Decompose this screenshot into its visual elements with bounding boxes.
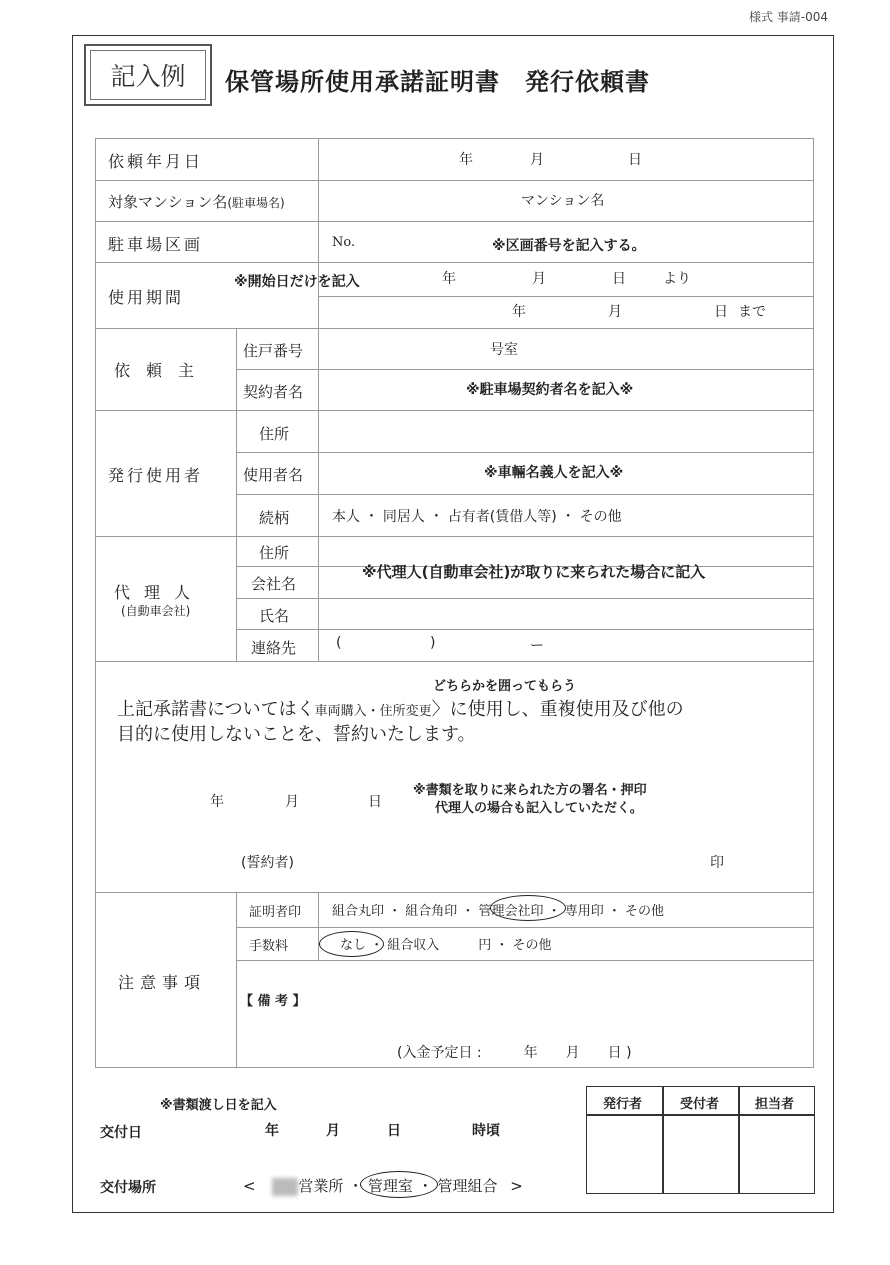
agent-contact-open: ( — [336, 635, 342, 651]
pledge-options: 車両購入・住所変更 — [314, 704, 432, 719]
pledger-label: (誓約者) — [241, 855, 294, 871]
period-start-day: 日 — [612, 271, 626, 287]
period-from: より — [663, 271, 691, 287]
period-start-year: 年 — [442, 271, 456, 287]
sign-note-2: 代理人の場合も記入していただく。 — [435, 801, 643, 816]
agent-company-label: 会社名 — [251, 575, 297, 593]
page-title: 保管場所使用承諾証明書 発行依頼書 — [225, 68, 650, 96]
unit-number-label: 住戸番号 — [243, 342, 304, 360]
relation-value: 本人 ・ 同居人 ・ 占有者(賃借人等) ・ その他 — [332, 509, 622, 525]
delivery-date-label: 交付日 — [100, 1125, 142, 1141]
agent-note: ※代理人(自動車会社)が取りに来られた場合に記入 — [362, 563, 706, 581]
agent-contact-close: ) — [430, 635, 436, 651]
agent-label: 代理人 — [114, 583, 205, 602]
delivery-note: ※書類渡し日を記入 — [160, 1098, 277, 1113]
requester-label: 依頼主 — [114, 361, 211, 380]
stamp-person-in-charge: 担当者 — [755, 1097, 795, 1112]
pledge-line-2: 目的に使用しないことを、誓約いたします。 — [117, 724, 476, 745]
notes-label: 注意事項 — [118, 973, 207, 992]
stamp-receiver: 受付者 — [680, 1097, 720, 1112]
delivery-place-close: > — [510, 1177, 523, 1195]
pledge-line-1-a: 上記承諾書についてはく — [117, 699, 315, 720]
delivery-day: 日 — [387, 1123, 401, 1139]
period-label: 使用期間 — [108, 288, 185, 307]
place-selected-circle — [360, 1171, 438, 1198]
period-until: まで — [738, 304, 766, 320]
circle-note: どちらかを囲ってもらう — [433, 679, 577, 694]
example-badge — [84, 44, 212, 106]
mansion-value: マンション名 — [521, 193, 605, 209]
delivery-place-open: < — [243, 1177, 256, 1195]
relation-label: 続柄 — [259, 509, 290, 527]
delivery-place-label: 交付場所 — [100, 1180, 156, 1196]
redacted-office-name — [272, 1178, 298, 1196]
request-date-label: 依頼年月日 — [108, 152, 204, 171]
agent-contact-dash: ー — [530, 638, 544, 654]
period-start-month: 月 — [532, 271, 546, 287]
mansion-label — [108, 191, 285, 212]
mansion-label-small: (駐車場名) — [227, 196, 285, 210]
user-name-note: ※車輛名義人を記入※ — [484, 465, 624, 481]
pledge-line-1 — [117, 695, 684, 721]
agent-name-label: 氏名 — [259, 607, 290, 625]
agent-label-small: (自動車会社) — [121, 604, 191, 618]
contractor-note: ※駐車場契約者名を記入※ — [466, 382, 634, 398]
stamp-issuer: 発行者 — [603, 1097, 643, 1112]
remarks-label: 【 備 考 】 — [240, 994, 306, 1009]
pledge-line-1-b: 〉に使用し、重複使用及び他の — [431, 699, 684, 720]
parking-note: ※区画番号を記入する。 — [492, 238, 646, 254]
cert-value: 組合丸印 ・ 組合角印 ・ 管理会社印 ・ 専用印 ・ その他 — [332, 904, 665, 919]
request-date-month: 月 — [530, 152, 544, 168]
fee-label: 手数料 — [249, 939, 289, 954]
form-number: 様式 事請-004 — [748, 10, 828, 24]
agent-address-label: 住所 — [259, 544, 290, 562]
user-address-label: 住所 — [259, 425, 290, 443]
delivery-place-options: ・ 管理室 ・ 管理組合 — [348, 1177, 498, 1195]
payment-date: (入金予定日 : 年 月 日 ) — [397, 1045, 632, 1061]
contractor-label: 契約者名 — [243, 383, 304, 401]
request-date-day: 日 — [628, 152, 642, 168]
delivery-time: 時頃 — [472, 1123, 500, 1139]
delivery-year: 年 — [265, 1123, 279, 1139]
delivery-month: 月 — [326, 1123, 340, 1139]
period-note: ※開始日だけを記入 — [234, 274, 360, 290]
unit-number-value: 号室 — [490, 342, 518, 358]
fee-value: なし ・ 組合収入 円 ・ その他 — [340, 938, 552, 953]
pledge-month: 月 — [285, 794, 299, 810]
cert-label: 証明者印 — [249, 905, 302, 920]
parking-label: 駐車場区画 — [108, 235, 204, 254]
pledger-seal: 印 — [710, 855, 724, 871]
fee-selected-circle — [319, 931, 384, 957]
period-end-day: 日 — [714, 304, 728, 320]
parking-no: No. — [332, 235, 356, 250]
request-date-year: 年 — [459, 152, 473, 168]
mansion-label-main: 対象マンション名 — [108, 193, 228, 211]
period-end-year: 年 — [512, 304, 526, 320]
pledge-day: 日 — [368, 794, 382, 810]
sign-note-1: ※書類を取りに来られた方の署名・押印 — [413, 783, 647, 798]
agent-contact-label: 連絡先 — [251, 639, 297, 657]
period-end-month: 月 — [608, 304, 622, 320]
delivery-place-office: 営業所 — [298, 1177, 344, 1195]
user-label: 発行使用者 — [108, 466, 204, 485]
example-badge-label: 記入例 — [90, 50, 206, 100]
user-name-label: 使用者名 — [243, 466, 304, 484]
cert-selected-circle — [490, 895, 566, 921]
pledge-year: 年 — [210, 794, 224, 810]
